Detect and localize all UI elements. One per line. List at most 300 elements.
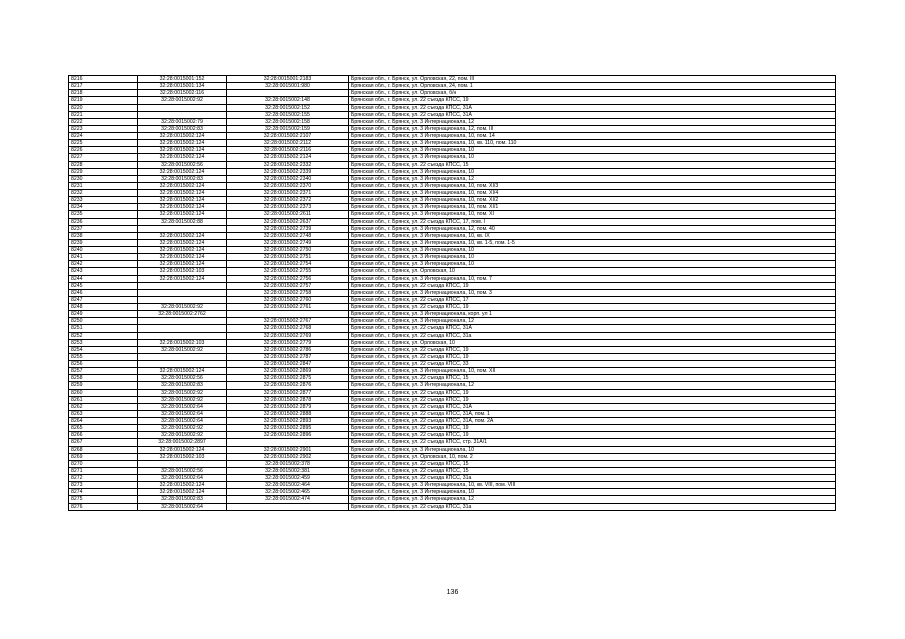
parcel-number-cell — [138, 111, 227, 118]
address-cell: Брянская обл., г. Брянск, ул. 3 Интернационала, 12, пом. III — [349, 125, 836, 132]
object-number-cell: 32:28:0015002:148 — [227, 97, 349, 104]
row-number-cell: 8222 — [69, 118, 138, 125]
object-number-cell: 32:28:0015002:2902 — [227, 453, 349, 460]
address-cell: Брянская обл., г. Брянск, ул. 22 съезда КПСС, 15 — [349, 375, 836, 382]
address-cell: Брянская обл., г. Брянск, ул. 3 Интернационала, 10, пом. XII — [349, 368, 836, 375]
table-row — [69, 467, 836, 474]
row-number-cell: 8273 — [69, 482, 138, 489]
parcel-number-cell: 32:28:0015002:64 — [138, 418, 227, 425]
parcel-number-cell: 32:28:0015002:83 — [138, 496, 227, 503]
row-number-cell: 8264 — [69, 418, 138, 425]
table-row — [69, 97, 836, 104]
table-row — [69, 353, 836, 360]
address-cell: Брянская обл., г. Брянск, ул. Орловская, 10, пом. 2 — [349, 453, 836, 460]
address-cell: Брянская обл., г. Брянск, ул. 22 съезда КПСС, 15 — [349, 460, 836, 467]
object-number-cell: 32:28:0015002:474 — [227, 496, 349, 503]
object-number-cell: 32:28:0015002:464 — [227, 482, 349, 489]
address-cell: Брянская обл., г. Брянск, ул. 22 съезда КПСС, 15 — [349, 467, 836, 474]
object-number-cell: 32:28:0015002:158 — [227, 118, 349, 125]
parcel-number-cell — [138, 460, 227, 467]
address-cell: Брянская обл., г. Брянск, ул. 3 Интернационала, 12, пом. 40 — [349, 225, 836, 232]
row-number-cell: 8262 — [69, 403, 138, 410]
table-row — [69, 168, 836, 175]
object-number-cell: 32:28:0015002:155 — [227, 111, 349, 118]
row-number-cell: 8226 — [69, 147, 138, 154]
parcel-number-cell: 32:28:0015002:92 — [138, 97, 227, 104]
address-cell: Брянская обл., г. Брянск, ул. 22 съезда КПСС, 15 — [349, 161, 836, 168]
object-number-cell: 32:28:0015002:2637 — [227, 218, 349, 225]
object-number-cell: 32:28:0015002:2748 — [227, 232, 349, 239]
object-number-cell: 32:28:0015002:2869 — [227, 368, 349, 375]
row-number-cell: 8223 — [69, 125, 138, 132]
address-cell: Брянская обл., г. Брянск, ул. 22 съезда КПСС, 31А — [349, 104, 836, 111]
address-cell: Брянская обл., г. Брянск, ул. 3 Интернационала, 10, кв. VIII, пом. VIII — [349, 482, 836, 489]
parcel-number-cell: 32:28:0015002:124 — [138, 211, 227, 218]
table-row — [69, 161, 836, 168]
row-number-cell: 8244 — [69, 275, 138, 282]
address-cell: Брянская обл., г. Брянск, ул. Орловская, б/н — [349, 90, 836, 97]
object-number-cell — [227, 503, 349, 510]
row-number-cell: 8235 — [69, 211, 138, 218]
address-cell: Брянская обл., г. Брянск, ул. 22 съезда КПСС, 19 — [349, 396, 836, 403]
row-number-cell: 8248 — [69, 304, 138, 311]
table-row — [69, 211, 836, 218]
object-number-cell: 32:28:0015002:2107 — [227, 133, 349, 140]
parcel-number-cell: 32:28:0015002:124 — [138, 261, 227, 268]
address-cell: Брянская обл., г. Брянск, ул. 3 Интернационала, 10 — [349, 261, 836, 268]
parcel-number-cell: 32:28:0015001:152 — [138, 76, 227, 83]
object-number-cell: 32:28:0015002:2116 — [227, 147, 349, 154]
parcel-number-cell: 32:28:0015002:56 — [138, 161, 227, 168]
address-cell: Брянская обл., г. Брянск, ул. 22 съезда КПСС, 31а — [349, 503, 836, 510]
row-number-cell: 8266 — [69, 432, 138, 439]
object-number-cell: 32:28:0015002:459 — [227, 475, 349, 482]
address-cell: Брянская обл., г. Брянск, ул. 3 Интернационала, 10 — [349, 446, 836, 453]
parcel-number-cell: 32:28:0015002:124 — [138, 190, 227, 197]
address-cell: Брянская обл., г. Брянск, ул. 22 съезда КПСС, 31А — [349, 111, 836, 118]
parcel-number-cell: 32:28:0015002:124 — [138, 254, 227, 261]
parcel-number-cell — [138, 325, 227, 332]
parcel-number-cell: 32:28:0015002:92 — [138, 432, 227, 439]
row-number-cell: 8228 — [69, 161, 138, 168]
table-row — [69, 268, 836, 275]
parcel-number-cell: 32:28:0015002:103 — [138, 453, 227, 460]
row-number-cell: 8252 — [69, 332, 138, 339]
row-number-cell: 8233 — [69, 197, 138, 204]
row-number-cell: 8220 — [69, 104, 138, 111]
table-row — [69, 182, 836, 189]
table-row — [69, 318, 836, 325]
object-number-cell: 32:28:0015002:2875 — [227, 375, 349, 382]
parcel-number-cell: 32:28:0015002:92 — [138, 304, 227, 311]
table-row — [69, 154, 836, 161]
parcel-number-cell: 32:28:0015002:56 — [138, 467, 227, 474]
parcel-number-cell: 32:28:0015002:64 — [138, 503, 227, 510]
parcel-number-cell: 32:28:0015002:88 — [138, 218, 227, 225]
parcel-number-cell — [138, 282, 227, 289]
table-row — [69, 389, 836, 396]
object-number-cell: 32:28:0015002:465 — [227, 489, 349, 496]
object-number-cell: 32:28:0015002:2760 — [227, 296, 349, 303]
address-cell: Брянская обл., г. Брянск, ул. 3 Интернационала, 10, пом. XI/1 — [349, 204, 836, 211]
row-number-cell: 8219 — [69, 97, 138, 104]
address-cell: Брянская обл., г. Брянск, ул. 22 съезда КПСС, 17 — [349, 296, 836, 303]
address-cell: Брянская обл., г. Брянск, ул. 22 съезда КПСС, 19 — [349, 346, 836, 353]
address-cell: Брянская обл., г. Брянск, ул. 22 съезда КПСС, 31а — [349, 475, 836, 482]
table-row — [69, 346, 836, 353]
table-row — [69, 361, 836, 368]
table-row — [69, 460, 836, 467]
parcel-number-cell: 32:28:0015002:83 — [138, 175, 227, 182]
address-cell: Брянская обл., г. Брянск, ул. 3 Интернационала, 10, пом. XI/4 — [349, 190, 836, 197]
object-number-cell: 32:28:0015002:2786 — [227, 346, 349, 353]
address-cell: Брянская обл., г. Брянск, ул. 3 Интернационала, 10, кв. IX — [349, 232, 836, 239]
row-number-cell: 8238 — [69, 232, 138, 239]
table-row — [69, 418, 836, 425]
table-row — [69, 197, 836, 204]
address-cell: Брянская обл., г. Брянск, ул. 22 съезда КПСС, 31А — [349, 403, 836, 410]
table-row — [69, 133, 836, 140]
object-number-cell: 32:28:0015002:2124 — [227, 154, 349, 161]
address-cell: Брянская обл., г. Брянск, ул. 3 Интернационала, 10 — [349, 247, 836, 254]
object-number-cell: 32:28:0015002:381 — [227, 467, 349, 474]
row-number-cell: 8242 — [69, 261, 138, 268]
object-number-cell: 32:28:0015002:2339 — [227, 168, 349, 175]
table-row — [69, 382, 836, 389]
address-cell: Брянская обл., г. Брянск, ул. 22 съезда КПСС, 31а — [349, 332, 836, 339]
parcel-number-cell: 32:28:0015002:124 — [138, 154, 227, 161]
object-number-cell: 32:28:0015002:2878 — [227, 396, 349, 403]
object-number-cell: 32:28:0015002:2611 — [227, 211, 349, 218]
row-number-cell: 8261 — [69, 396, 138, 403]
table-row — [69, 296, 836, 303]
table-row — [69, 289, 836, 296]
row-number-cell: 8270 — [69, 460, 138, 467]
parcel-number-cell — [138, 296, 227, 303]
table-row — [69, 339, 836, 346]
parcel-number-cell: 32:28:0015002:124 — [138, 197, 227, 204]
object-number-cell: 32:28:0015001:2183 — [227, 76, 349, 83]
object-number-cell: 32:28:0015002:2370 — [227, 182, 349, 189]
parcel-number-cell: 32:28:0015002:103 — [138, 339, 227, 346]
row-number-cell: 8275 — [69, 496, 138, 503]
parcel-number-cell: 32:28:0015002:92 — [138, 396, 227, 403]
parcel-number-cell — [138, 361, 227, 368]
table-row — [69, 496, 836, 503]
address-cell: Брянская обл., г. Брянск, ул. 3 Интернационала, 10, кв. 1-5, пом. 1-5 — [349, 239, 836, 246]
table-row — [69, 446, 836, 453]
object-number-cell — [227, 439, 349, 446]
parcel-number-cell: 32:28:0015002:92 — [138, 346, 227, 353]
registry-table — [68, 75, 836, 511]
parcel-number-cell: 32:28:0015002:124 — [138, 247, 227, 254]
row-number-cell: 8276 — [69, 503, 138, 510]
parcel-number-cell: 32:28:0015002:124 — [138, 133, 227, 140]
row-number-cell: 8229 — [69, 168, 138, 175]
object-number-cell: 32:28:0015002:2373 — [227, 204, 349, 211]
parcel-number-cell: 32:28:0015002:64 — [138, 475, 227, 482]
address-cell: Брянская обл., г. Брянск, ул. 3 Интернационала, 10, пом. XI — [349, 211, 836, 218]
object-number-cell: 32:28:0015002:2755 — [227, 268, 349, 275]
parcel-number-cell — [138, 353, 227, 360]
parcel-number-cell: 32:28:0015001:134 — [138, 83, 227, 90]
table-row — [69, 482, 836, 489]
table-row — [69, 111, 836, 118]
table-row — [69, 332, 836, 339]
parcel-number-cell: 32:28:0015002:64 — [138, 410, 227, 417]
address-cell: Брянская обл., г. Брянск, ул. 22 съезда КПСС, 19 — [349, 353, 836, 360]
registry-table-body — [69, 76, 836, 511]
table-row — [69, 118, 836, 125]
parcel-number-cell: 32:28:0015002:124 — [138, 168, 227, 175]
object-number-cell: 32:28:0015002:2888 — [227, 410, 349, 417]
row-number-cell: 8258 — [69, 375, 138, 382]
address-cell: Брянская обл., г. Брянск, ул. 3 Интернационала, 10, пом. 3 — [349, 289, 836, 296]
address-cell: Брянская обл., г. Брянск, ул. 22 съезда КПСС, 19 — [349, 432, 836, 439]
table-row — [69, 76, 836, 83]
address-cell: Брянская обл., г. Брянск, ул. 22 съезда КПСС, 19 — [349, 282, 836, 289]
parcel-number-cell: 32:28:0015002:124 — [138, 482, 227, 489]
table-row — [69, 325, 836, 332]
table-row — [69, 282, 836, 289]
parcel-number-cell: 32:28:0015002:83 — [138, 125, 227, 132]
parcel-number-cell: 32:28:0015002:124 — [138, 446, 227, 453]
table-row — [69, 261, 836, 268]
parcel-number-cell: 32:28:0015002:92 — [138, 389, 227, 396]
object-number-cell: 32:28:0015002:2372 — [227, 197, 349, 204]
object-number-cell — [227, 90, 349, 97]
row-number-cell: 8237 — [69, 225, 138, 232]
object-number-cell: 32:28:0015002:2893 — [227, 418, 349, 425]
table-row — [69, 475, 836, 482]
table-row — [69, 232, 836, 239]
row-number-cell: 8246 — [69, 289, 138, 296]
object-number-cell: 32:28:0015002:2332 — [227, 161, 349, 168]
address-cell: Брянская обл., г. Брянск, ул. 3 Интернационала, 10 — [349, 154, 836, 161]
row-number-cell: 8272 — [69, 475, 138, 482]
row-number-cell: 8216 — [69, 76, 138, 83]
table-row — [69, 503, 836, 510]
row-number-cell: 8271 — [69, 467, 138, 474]
object-number-cell: 32:28:0015002:2756 — [227, 275, 349, 282]
row-number-cell: 8234 — [69, 204, 138, 211]
address-cell: Брянская обл., г. Брянск, ул. 22 съезда КПСС, 33 — [349, 361, 836, 368]
row-number-cell: 8250 — [69, 318, 138, 325]
row-number-cell: 8241 — [69, 254, 138, 261]
object-number-cell: 32:28:0015002:2879 — [227, 403, 349, 410]
object-number-cell: 32:28:0015002:2750 — [227, 247, 349, 254]
row-number-cell: 8243 — [69, 268, 138, 275]
parcel-number-cell: 32:28:0015002:56 — [138, 375, 227, 382]
object-number-cell: 32:28:0015002:2779 — [227, 339, 349, 346]
object-number-cell: 32:28:0015002:2751 — [227, 254, 349, 261]
address-cell: Брянская обл., г. Брянск, ул. 22 съезда КПСС, стр. 31А/1 — [349, 439, 836, 446]
address-cell: Брянская обл., г. Брянск, ул. 22 съезда КПСС, 19 — [349, 97, 836, 104]
parcel-number-cell — [138, 289, 227, 296]
object-number-cell: 32:28:0015002:2877 — [227, 389, 349, 396]
object-number-cell: 32:28:0015002:152 — [227, 104, 349, 111]
address-cell: Брянская обл., г. Брянск, ул. 3 Интернационала, корп. ул 1 — [349, 311, 836, 318]
row-number-cell: 8230 — [69, 175, 138, 182]
object-number-cell: 32:28:0015002:2757 — [227, 282, 349, 289]
row-number-cell: 8240 — [69, 247, 138, 254]
parcel-number-cell: 32:28:0015002:124 — [138, 232, 227, 239]
row-number-cell: 8255 — [69, 353, 138, 360]
row-number-cell: 8269 — [69, 453, 138, 460]
object-number-cell: 32:28:0015002:2847 — [227, 361, 349, 368]
parcel-number-cell: 32:28:0015002:2762 — [138, 311, 227, 318]
table-row — [69, 439, 836, 446]
parcel-number-cell: 32:28:0015002:124 — [138, 368, 227, 375]
row-number-cell: 8217 — [69, 83, 138, 90]
table-row — [69, 90, 836, 97]
parcel-number-cell: 32:28:0015002:124 — [138, 147, 227, 154]
row-number-cell: 8232 — [69, 190, 138, 197]
row-number-cell: 8236 — [69, 218, 138, 225]
address-cell: Брянская обл., г. Брянск, ул. 22 съезда КПСС, 31А, пом. 2А — [349, 418, 836, 425]
object-number-cell: 32:28:0015002:2739 — [227, 225, 349, 232]
row-number-cell: 8254 — [69, 346, 138, 353]
parcel-number-cell: 32:28:0015002:124 — [138, 239, 227, 246]
row-number-cell: 8259 — [69, 382, 138, 389]
parcel-number-cell — [138, 104, 227, 111]
object-number-cell: 32:28:0015002:2895 — [227, 425, 349, 432]
address-cell: Брянская обл., г. Брянск, ул. 22 съезда КПСС, 19 — [349, 304, 836, 311]
parcel-number-cell: 32:28:0015002:124 — [138, 204, 227, 211]
row-number-cell: 8218 — [69, 90, 138, 97]
address-cell: Брянская обл., г. Брянск, ул. 3 Интернационала, 10, пом. 7 — [349, 275, 836, 282]
row-number-cell: 8274 — [69, 489, 138, 496]
row-number-cell: 8257 — [69, 368, 138, 375]
table-row — [69, 425, 836, 432]
object-number-cell: 32:28:0015002:2112 — [227, 140, 349, 147]
row-number-cell: 8267 — [69, 439, 138, 446]
address-cell: Брянская обл., г. Брянск, ул. 3 Интернационала, 10 — [349, 254, 836, 261]
parcel-number-cell: 32:28:0015002:116 — [138, 90, 227, 97]
object-number-cell: 32:28:0015001:980 — [227, 83, 349, 90]
parcel-number-cell: 32:28:0015002:124 — [138, 140, 227, 147]
row-number-cell: 8227 — [69, 154, 138, 161]
address-cell: Брянская обл., г. Брянск, ул. Орловская, 24, пом. 1 — [349, 83, 836, 90]
table-row — [69, 432, 836, 439]
parcel-number-cell — [138, 225, 227, 232]
parcel-number-cell: 32:28:0015002:2897 — [138, 439, 227, 446]
table-row — [69, 175, 836, 182]
parcel-number-cell: 32:28:0015002:103 — [138, 268, 227, 275]
object-number-cell: 32:28:0015002:2758 — [227, 289, 349, 296]
table-row — [69, 375, 836, 382]
parcel-number-cell: 32:28:0015002:64 — [138, 403, 227, 410]
object-number-cell: 32:28:0015002:2749 — [227, 239, 349, 246]
object-number-cell: 32:28:0015002:2768 — [227, 325, 349, 332]
address-cell: Брянская обл., г. Брянск, ул. 3 Интернационала, 10 — [349, 489, 836, 496]
row-number-cell: 8265 — [69, 425, 138, 432]
table-row — [69, 254, 836, 261]
parcel-number-cell — [138, 318, 227, 325]
page-number: 136 — [446, 589, 459, 596]
address-cell: Брянская обл., г. Брянск, ул. Орловская, 10 — [349, 339, 836, 346]
address-cell: Брянская обл., г. Брянск, ул. 3 Интернационала, 10, пом. XI/2 — [349, 197, 836, 204]
address-cell: Брянская обл., г. Брянск, ул. 22 съезда КПСС, 31А, пом. 1 — [349, 410, 836, 417]
address-cell: Брянская обл., г. Брянск, ул. 22 съезда КПСС, 17, пом. I — [349, 218, 836, 225]
table-row — [69, 225, 836, 232]
table-row — [69, 453, 836, 460]
parcel-number-cell: 32:28:0015002:124 — [138, 489, 227, 496]
object-number-cell: 32:28:0015002:2340 — [227, 175, 349, 182]
object-number-cell: 32:28:0015002:2767 — [227, 318, 349, 325]
parcel-number-cell: 32:28:0015002:124 — [138, 275, 227, 282]
address-cell: Брянская обл., г. Брянск, ул. 3 Интернационала, 12 — [349, 118, 836, 125]
row-number-cell: 8224 — [69, 133, 138, 140]
object-number-cell: 32:28:0015002:2896 — [227, 432, 349, 439]
row-number-cell: 8221 — [69, 111, 138, 118]
row-number-cell: 8247 — [69, 296, 138, 303]
table-row — [69, 311, 836, 318]
row-number-cell: 8231 — [69, 182, 138, 189]
table-row — [69, 368, 836, 375]
object-number-cell: 32:28:0015002:2769 — [227, 332, 349, 339]
table-row — [69, 104, 836, 111]
row-number-cell: 8251 — [69, 325, 138, 332]
object-number-cell — [227, 311, 349, 318]
row-number-cell: 8245 — [69, 282, 138, 289]
table-row — [69, 147, 836, 154]
object-number-cell: 32:28:0015002:2371 — [227, 190, 349, 197]
parcel-number-cell: 32:28:0015002:79 — [138, 118, 227, 125]
object-number-cell: 32:28:0015002:2787 — [227, 353, 349, 360]
parcel-number-cell: 32:28:0015002:124 — [138, 182, 227, 189]
table-row — [69, 403, 836, 410]
row-number-cell: 8263 — [69, 410, 138, 417]
object-number-cell: 32:28:0015002:159 — [227, 125, 349, 132]
row-number-cell: 8268 — [69, 446, 138, 453]
address-cell: Брянская обл., г. Брянск, ул. 3 Интернационала, 12 — [349, 382, 836, 389]
row-number-cell: 8239 — [69, 239, 138, 246]
row-number-cell: 8253 — [69, 339, 138, 346]
table-row — [69, 304, 836, 311]
address-cell: Брянская обл., г. Брянск, ул. 22 съезда КПСС, 31А — [349, 325, 836, 332]
table-row — [69, 125, 836, 132]
object-number-cell: 32:28:0015002:378 — [227, 460, 349, 467]
address-cell: Брянская обл., г. Брянск, ул. 3 Интернационала, 10 — [349, 168, 836, 175]
table-row — [69, 218, 836, 225]
table-row — [69, 140, 836, 147]
table-row — [69, 239, 836, 246]
address-cell: Брянская обл., г. Брянск, ул. Орловская, 22, пом. III — [349, 76, 836, 83]
address-cell: Брянская обл., г. Брянск, ул. Орловская, 10 — [349, 268, 836, 275]
table-row — [69, 275, 836, 282]
parcel-number-cell: 32:28:0015002:92 — [138, 425, 227, 432]
table-row — [69, 83, 836, 90]
address-cell: Брянская обл., г. Брянск, ул. 3 Интернационала, 12 — [349, 318, 836, 325]
address-cell: Брянская обл., г. Брянск, ул. 22 съезда КПСС, 19 — [349, 425, 836, 432]
table-row — [69, 396, 836, 403]
address-cell: Брянская обл., г. Брянск, ул. 3 Интернационала, 10, пом. XI/3 — [349, 182, 836, 189]
table-row — [69, 247, 836, 254]
parcel-number-cell: 32:28:0015002:83 — [138, 382, 227, 389]
address-cell: Брянская обл., г. Брянск, ул. 3 Интернационала, 10, кв. 110, пом. 110 — [349, 140, 836, 147]
object-number-cell: 32:28:0015002:2876 — [227, 382, 349, 389]
table-row — [69, 410, 836, 417]
row-number-cell: 8260 — [69, 389, 138, 396]
table-row — [69, 489, 836, 496]
row-number-cell: 8249 — [69, 311, 138, 318]
address-cell: Брянская обл., г. Брянск, ул. 3 Интернационала, 12 — [349, 175, 836, 182]
address-cell: Брянская обл., г. Брянск, ул. 22 съезда КПСС, 19 — [349, 389, 836, 396]
parcel-number-cell — [138, 332, 227, 339]
table-row — [69, 190, 836, 197]
object-number-cell: 32:28:0015002:2901 — [227, 446, 349, 453]
